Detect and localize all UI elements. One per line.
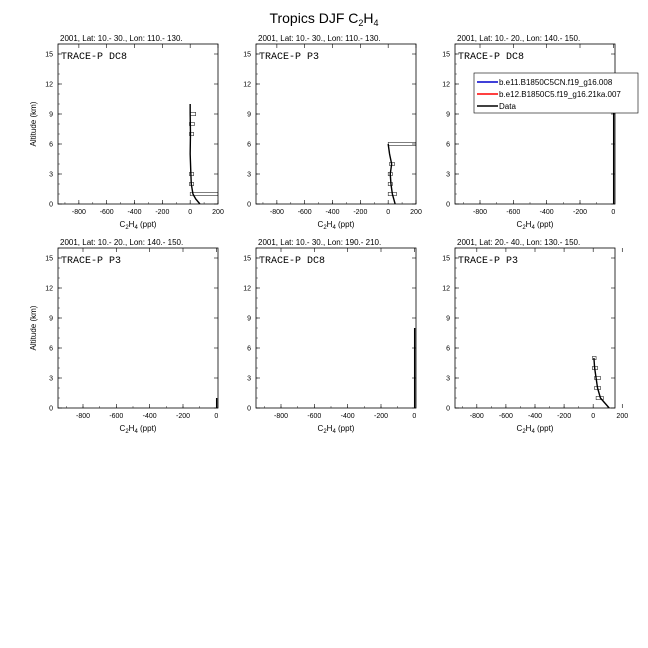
- x-tick-label: -400: [325, 209, 340, 216]
- x-tick-label: -600: [307, 413, 322, 420]
- figure-title-sub-2: 4: [373, 18, 379, 28]
- x-tick-label: 0: [188, 209, 193, 216]
- x-axis-label: $C_2H_4$ (ppt): [119, 220, 157, 231]
- x-tick-label: 200: [616, 413, 629, 420]
- panel-title: 2001, Lat: 10.- 30., Lon: 110.- 130.: [60, 34, 183, 43]
- y-tick-label: 15: [243, 51, 251, 59]
- y-tick-label: 6: [446, 345, 450, 353]
- x-tick-label: -800: [472, 209, 488, 216]
- figure-title-sub-1: 2: [358, 18, 364, 28]
- y-tick-label: 15: [442, 255, 450, 263]
- x-tick-label: 0: [591, 413, 596, 420]
- y-tick-label: 12: [45, 285, 53, 293]
- legend: [474, 73, 638, 113]
- panel-title: 2001, Lat: 10.- 20., Lon: 140.- 150.: [457, 34, 581, 43]
- panel-1: [29, 34, 224, 231]
- x-tick-label: -600: [297, 209, 312, 216]
- y-tick-label: 15: [45, 51, 53, 59]
- y-tick-label: 9: [247, 111, 251, 119]
- panel-5: [243, 238, 416, 435]
- x-tick-label: -600: [99, 209, 114, 216]
- y-tick-label: 3: [49, 171, 53, 179]
- y-tick-label: 9: [446, 111, 450, 119]
- y-tick-label: 6: [247, 141, 251, 149]
- panel-3: [442, 34, 615, 231]
- error-bar: [190, 112, 196, 115]
- y-axis-label: Altitude (km): [29, 305, 38, 351]
- panel-title: 2001, Lat: 10.- 30., Lon: 110.- 130.: [258, 34, 381, 43]
- data-series-line: [594, 358, 609, 408]
- y-tick-label: 12: [243, 285, 251, 293]
- panel-2: [243, 34, 422, 231]
- y-axis-label: Altitude (km): [29, 101, 38, 147]
- x-tick-label: -400: [127, 209, 142, 216]
- y-tick-label: 9: [247, 315, 251, 323]
- y-tick-label: 12: [243, 81, 251, 89]
- x-axis-label: $C_2H_4$ (ppt): [119, 424, 157, 435]
- x-tick-label: -400: [142, 413, 157, 420]
- y-tick-label: 15: [442, 51, 450, 59]
- x-tick-label: -200: [155, 209, 170, 216]
- plot-area: [388, 142, 416, 204]
- panel-title: 2001, Lat: 20.- 40., Lon: 130.- 150.: [457, 238, 581, 247]
- y-tick-label: 9: [49, 111, 53, 119]
- x-tick-label: -800: [469, 413, 484, 420]
- y-tick-label: 9: [446, 315, 450, 323]
- campaign-tag: TRACE-P P3: [259, 52, 320, 63]
- campaign-tag: TRACE-P DC8: [458, 52, 525, 63]
- y-tick-label: 3: [247, 171, 251, 179]
- panel-title: 2001, Lat: 10.- 20., Lon: 140.- 150.: [60, 238, 184, 247]
- y-tick-label: 12: [442, 285, 450, 293]
- data-series-line: [190, 104, 200, 204]
- x-tick-label: -600: [109, 413, 124, 420]
- x-tick-label: 200: [212, 209, 224, 216]
- y-tick-label: 15: [243, 255, 251, 263]
- x-tick-label: -800: [75, 413, 91, 420]
- x-axis-label: $C_2H_4$ (ppt): [317, 220, 355, 231]
- y-tick-label: 0: [49, 201, 53, 209]
- x-tick-label: -200: [572, 209, 588, 216]
- y-tick-label: 3: [446, 375, 450, 383]
- legend-label: b.e11.B1850C5CN.f19_g16.008: [499, 78, 613, 87]
- plot-frame: [256, 44, 416, 204]
- x-tick-label: 0: [412, 413, 417, 420]
- y-tick-label: 0: [247, 201, 251, 209]
- x-tick-label: -200: [373, 413, 389, 420]
- x-tick-label: -400: [527, 413, 543, 420]
- plot-frame: [455, 44, 615, 204]
- x-tick-label: 0: [386, 209, 391, 216]
- campaign-tag: TRACE-P DC8: [259, 256, 326, 267]
- y-tick-label: 9: [49, 315, 53, 323]
- x-tick-label: -200: [175, 413, 191, 420]
- x-axis-label: $C_2H_4$ (ppt): [317, 424, 355, 435]
- y-tick-label: 0: [446, 201, 450, 209]
- panel-6: [442, 238, 628, 435]
- y-tick-label: 6: [247, 345, 251, 353]
- x-tick-label: -200: [557, 413, 572, 420]
- plot-area: [189, 104, 218, 204]
- x-tick-label: -200: [353, 209, 368, 216]
- y-tick-label: 3: [446, 171, 450, 179]
- y-tick-label: 6: [49, 141, 53, 149]
- y-tick-label: 3: [247, 375, 251, 383]
- legend-label: b.e12.B1850C5.f19_g16.21ka.007: [499, 90, 621, 99]
- figure-title: [269, 10, 378, 28]
- y-tick-label: 15: [45, 255, 53, 263]
- y-tick-label: 6: [49, 345, 53, 353]
- y-tick-label: 12: [442, 81, 450, 89]
- y-tick-label: 12: [45, 81, 53, 89]
- x-tick-label: -400: [539, 209, 554, 216]
- x-tick-label: 0: [611, 209, 616, 216]
- x-tick-label: 0: [214, 413, 219, 420]
- x-tick-label: -800: [71, 209, 86, 216]
- campaign-tag: TRACE-P P3: [61, 256, 122, 267]
- campaign-tag: TRACE-P DC8: [61, 52, 128, 63]
- x-tick-label: -600: [498, 413, 513, 420]
- figure-title-mid: H: [363, 10, 374, 26]
- plot-frame: [256, 248, 416, 408]
- panel-4: [29, 238, 218, 435]
- y-tick-label: 0: [446, 405, 450, 413]
- x-axis-label: $C_2H_4$ (ppt): [516, 220, 554, 231]
- figure-title-main: Tropics DJF C: [269, 10, 359, 26]
- y-tick-label: 0: [49, 405, 53, 413]
- x-tick-label: -800: [273, 413, 289, 420]
- legend-label: Data: [499, 102, 516, 111]
- y-tick-label: 6: [446, 141, 450, 149]
- campaign-tag: TRACE-P P3: [458, 256, 519, 267]
- x-tick-label: 200: [410, 209, 422, 216]
- plot-frame: [58, 44, 218, 204]
- y-tick-label: 0: [247, 405, 251, 413]
- x-tick-label: -400: [340, 413, 355, 420]
- panel-title: 2001, Lat: 10.- 30., Lon: 190.- 210.: [258, 238, 382, 247]
- plot-area: [592, 356, 609, 408]
- x-axis-label: $C_2H_4$ (ppt): [516, 424, 554, 435]
- y-tick-label: 3: [49, 375, 53, 383]
- x-tick-label: -800: [269, 209, 284, 216]
- data-series-line: [388, 144, 395, 204]
- plot-frame: [58, 248, 218, 408]
- x-tick-label: -600: [506, 209, 521, 216]
- error-bar: [388, 142, 416, 145]
- plot-frame: [455, 248, 615, 408]
